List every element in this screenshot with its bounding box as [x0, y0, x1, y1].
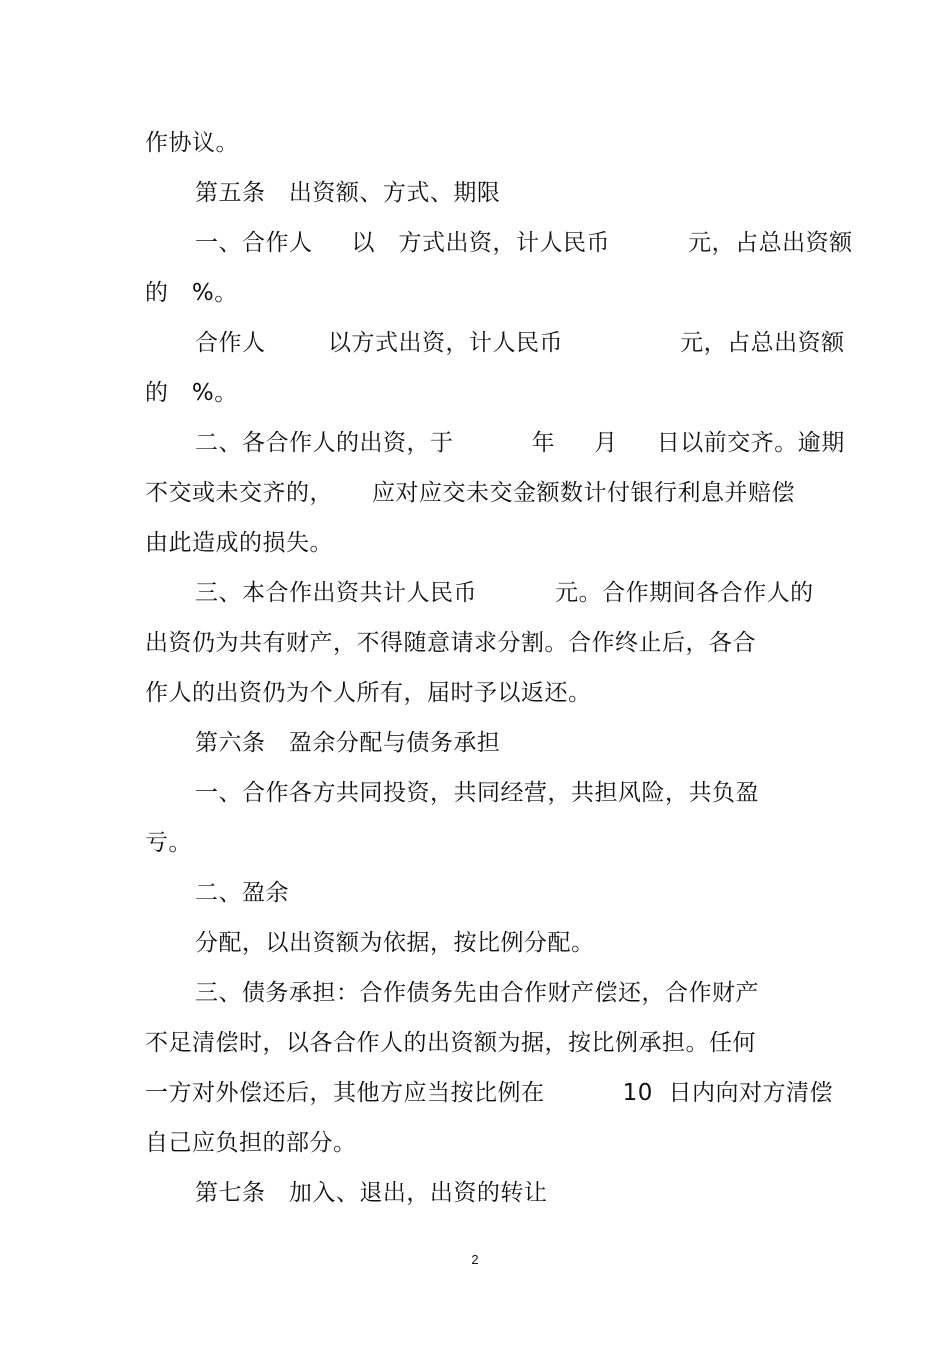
text-line: 出资仍为共有财产，不得随意请求分割。合作终止后，各合	[145, 630, 756, 656]
text-line: 由此造成的损失。	[145, 530, 333, 556]
text-line: 作人的出资仍为个人所有，届时予以返还。	[145, 680, 592, 706]
text-line: 的 %。	[145, 280, 238, 306]
text-line: 一、合作各方共同投资，共同经营，共担风险，共负盈	[195, 780, 759, 806]
text-line: 亏。	[145, 830, 192, 856]
text-line: 一方对外偿还后，其他方应当按比例在 10 日内向对方清偿	[145, 1080, 833, 1106]
article-heading: 第七条 加入、退出，出资的转让	[195, 1180, 548, 1206]
text-line: 三、债务承担：合作债务先由合作财产偿还，合作财产	[195, 980, 759, 1006]
text-line: 作协议。	[145, 130, 239, 156]
text-line: 分配，以出资额为依据，按比例分配。	[195, 930, 595, 956]
article-heading: 第五条 出资额、方式、期限	[195, 180, 501, 206]
text-line: 一、合作人 以 方式出资，计人民币 元，占总出资额	[195, 230, 853, 256]
page-number: 2	[471, 1252, 479, 1267]
text-line: 二、各合作人的出资，于 年 月 日以前交齐。逾期	[195, 430, 845, 456]
text-line: 自己应负担的部分。	[145, 1130, 357, 1156]
text-line: 不足清偿时，以各合作人的出资额为据，按比例承担。任何	[145, 1030, 756, 1056]
text-line: 的 %。	[145, 380, 238, 406]
text-line: 三、本合作出资共计人民币 元。合作期间各合作人的	[195, 580, 814, 606]
article-heading: 第六条 盈余分配与债务承担	[195, 730, 501, 756]
text-line: 不交或未交齐的， 应对应交未交金额数计付银行利息并赔偿	[145, 480, 796, 506]
text-line: 二、盈余	[195, 880, 289, 906]
text-line: 合作人 以方式出资，计人民币 元，占总出资额	[195, 330, 845, 356]
